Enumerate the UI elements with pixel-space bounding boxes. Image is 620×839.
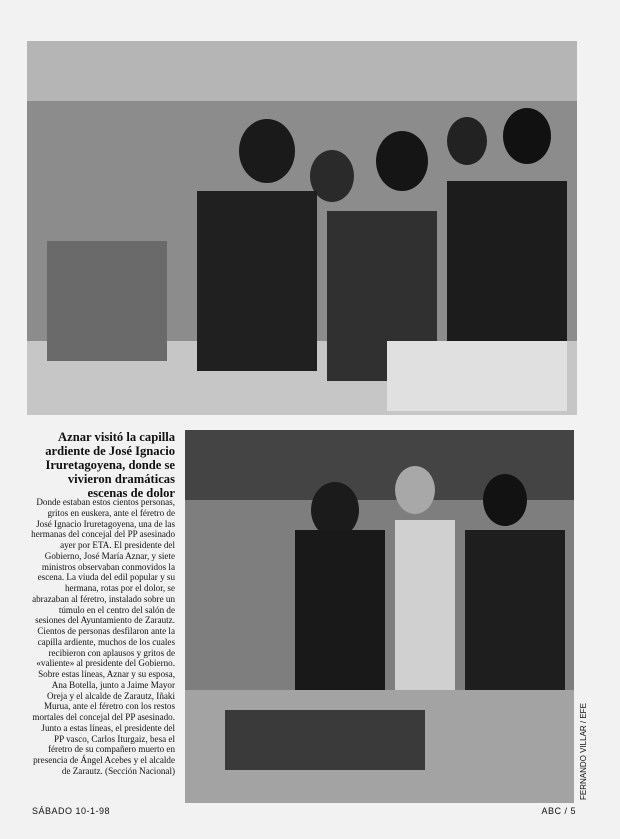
photo-credit: FERNANDO VILLAR / EFE [579,703,588,800]
bottom-photo-image [185,430,574,803]
footer-date: SÁBADO 10-1-98 [32,806,111,816]
top-photo [27,41,577,415]
article-body: Donde estaban estos cientos personas, gritos en euskera, ante el féretro de José Ignacio Iruretagoyena, una de las hermanas del concejal del PP asesinado ayer por ETA. El presidente del Gobierno, José María Aznar, y siete ministros observaban conmovidos la escena. La viuda del edil popular y su hermana, rotas por el dolor, se abrazaban al féretro, instalado sobre un túmulo en el centro del salón de sesiones del Ayuntamiento de Zarautz. Cientos de personas desfilaron ante la capilla ardiente, muchos de los cuales recibieron con aplausos y gritos de «valiente» al presidente del Gobierno. Sobre estas líneas, Aznar y su esposa, Ana Botella, junto a Jaime Mayor Oreja y el alcalde de Zarautz, Iñaki Murua, ante el féretro con los restos mortales del concejal del PP asesinado. Junto a estas líneas, el presidente del PP vasco, Carlos Iturgaiz, besa el féretro de su compañero muerto en presencia de Ángel Acebes y el alcalde de Zarautz. (Sección Nacional) [31,497,175,776]
bottom-photo [185,430,574,803]
page-footer [0,806,620,822]
footer-page-number: ABC / 5 [541,806,576,816]
headline: Aznar visitó la capilla ardiente de José Ignacio Iruretagoyena, donde se vivieron dramáticas escenas de dolor [45,430,175,500]
top-photo-image [27,41,577,415]
